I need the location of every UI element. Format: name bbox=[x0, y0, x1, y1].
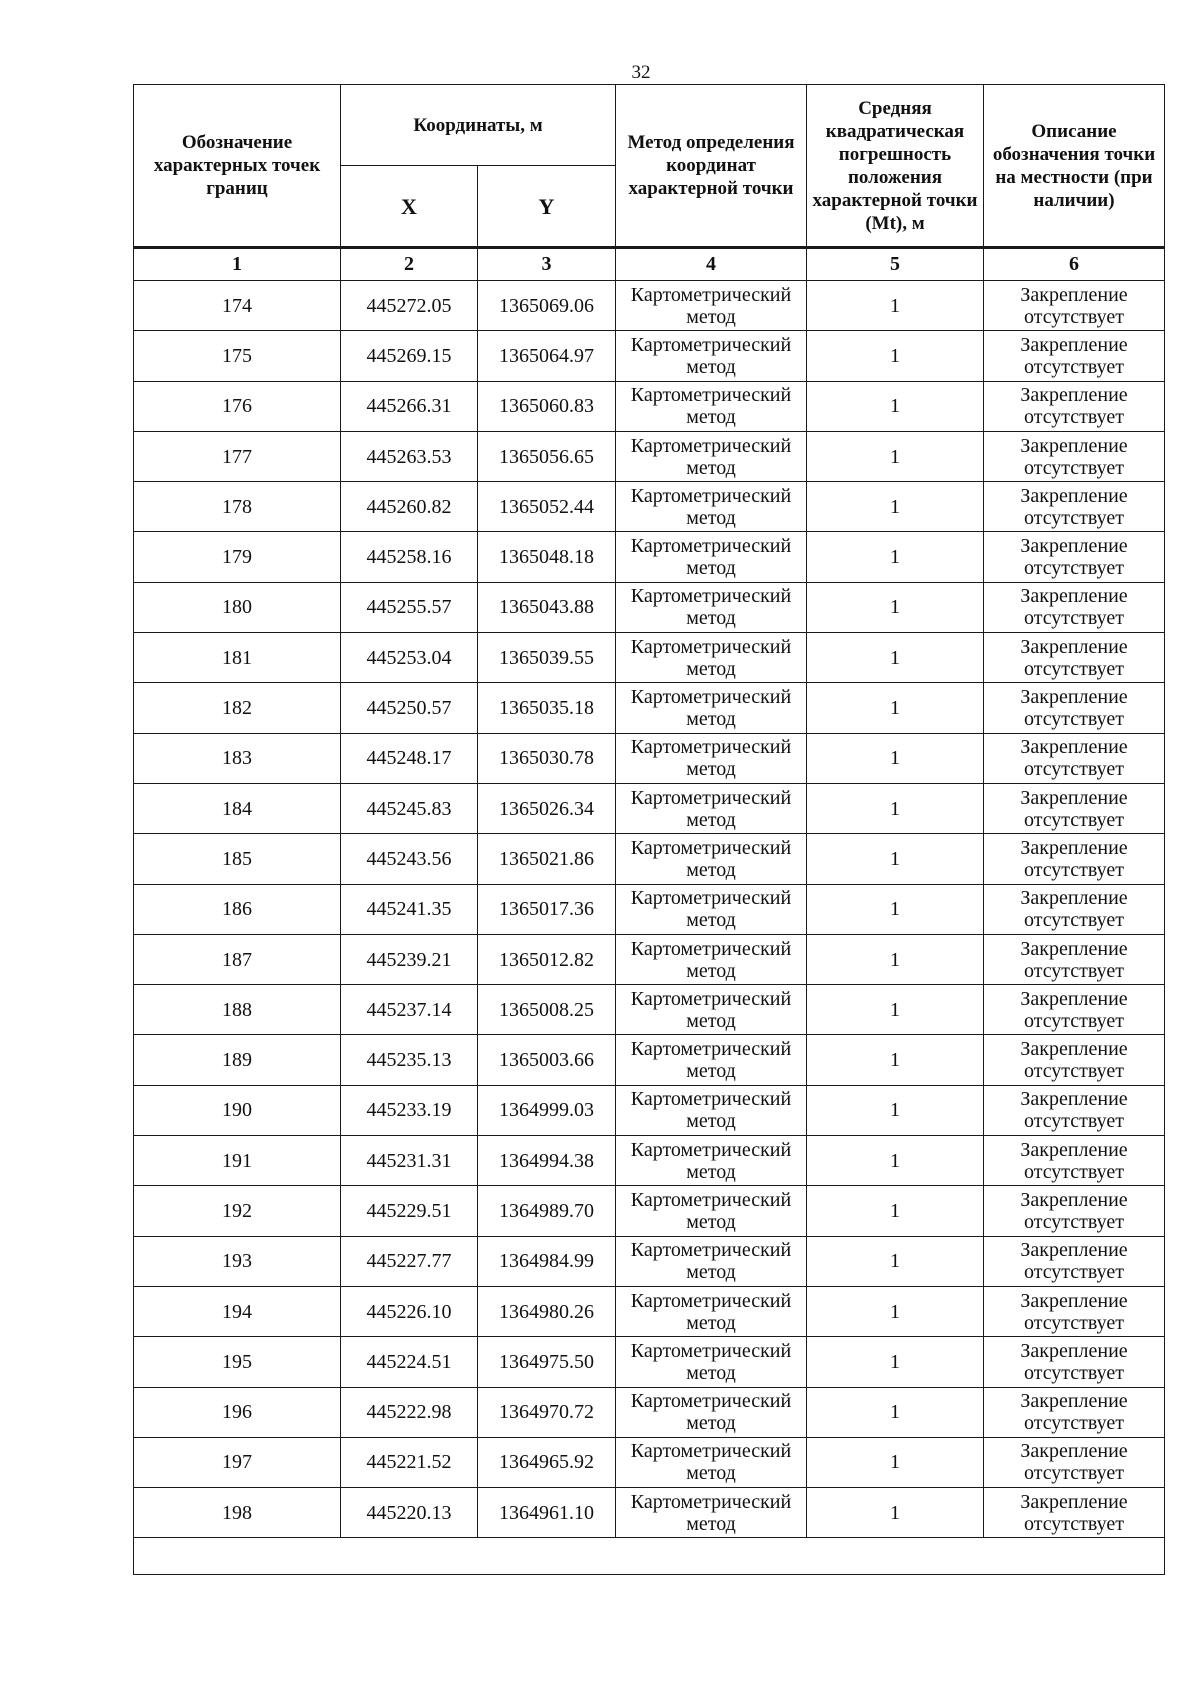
description-cell: Закрепление отсутствует bbox=[984, 1337, 1165, 1387]
table-row bbox=[134, 884, 1165, 934]
description-cell: Закрепление отсутствует bbox=[984, 1136, 1165, 1186]
mt-cell: 1 bbox=[807, 1337, 984, 1387]
point-cell: 178 bbox=[134, 482, 341, 532]
mt-cell: 1 bbox=[807, 834, 984, 884]
table-row bbox=[134, 281, 1165, 331]
header-coordinates: Координаты, м bbox=[341, 85, 616, 166]
mt-cell: 1 bbox=[807, 1387, 984, 1437]
empty-footer-row bbox=[134, 1538, 1165, 1575]
y-cell: 1365017.36 bbox=[478, 884, 616, 934]
y-cell: 1364965.92 bbox=[478, 1437, 616, 1487]
point-cell: 179 bbox=[134, 532, 341, 582]
empty-cell bbox=[134, 1538, 1165, 1575]
description-cell: Закрепление отсутствует bbox=[984, 431, 1165, 481]
description-cell: Закрепление отсутствует bbox=[984, 633, 1165, 683]
header-y: Y bbox=[478, 166, 616, 248]
point-cell: 197 bbox=[134, 1437, 341, 1487]
y-cell: 1365030.78 bbox=[478, 733, 616, 783]
table-row bbox=[134, 633, 1165, 683]
mt-cell: 1 bbox=[807, 582, 984, 632]
table-row bbox=[134, 1085, 1165, 1135]
x-cell: 445243.56 bbox=[341, 834, 478, 884]
point-cell: 183 bbox=[134, 733, 341, 783]
description-cell: Закрепление отсутствует bbox=[984, 985, 1165, 1035]
y-cell: 1365056.65 bbox=[478, 431, 616, 481]
point-cell: 194 bbox=[134, 1286, 341, 1336]
x-cell: 445266.31 bbox=[341, 381, 478, 431]
x-cell: 445224.51 bbox=[341, 1337, 478, 1387]
method-cell: Картометрический метод bbox=[616, 884, 807, 934]
header-point-designation: Обозначение характерных точек границ bbox=[134, 85, 341, 248]
y-cell: 1365021.86 bbox=[478, 834, 616, 884]
coordinates-table bbox=[133, 84, 1165, 1575]
point-cell: 175 bbox=[134, 331, 341, 381]
header-x: X bbox=[341, 166, 478, 248]
description-cell: Закрепление отсутствует bbox=[984, 532, 1165, 582]
x-cell: 445272.05 bbox=[341, 281, 478, 331]
table-row bbox=[134, 1136, 1165, 1186]
table-row bbox=[134, 683, 1165, 733]
header-method: Метод определения координат характерной точки bbox=[616, 85, 807, 248]
description-cell: Закрепление отсутствует bbox=[984, 733, 1165, 783]
point-cell: 180 bbox=[134, 582, 341, 632]
y-cell: 1364989.70 bbox=[478, 1186, 616, 1236]
mt-cell: 1 bbox=[807, 783, 984, 833]
table-row bbox=[134, 1488, 1165, 1538]
x-cell: 445221.52 bbox=[341, 1437, 478, 1487]
description-cell: Закрепление отсутствует bbox=[984, 281, 1165, 331]
x-cell: 445233.19 bbox=[341, 1085, 478, 1135]
x-cell: 445222.98 bbox=[341, 1387, 478, 1437]
mt-cell: 1 bbox=[807, 482, 984, 532]
method-cell: Картометрический метод bbox=[616, 532, 807, 582]
y-cell: 1364975.50 bbox=[478, 1337, 616, 1387]
method-cell: Картометрический метод bbox=[616, 1035, 807, 1085]
y-cell: 1364994.38 bbox=[478, 1136, 616, 1186]
x-cell: 445229.51 bbox=[341, 1186, 478, 1236]
x-cell: 445226.10 bbox=[341, 1286, 478, 1336]
point-cell: 191 bbox=[134, 1136, 341, 1186]
method-cell: Картометрический метод bbox=[616, 934, 807, 984]
x-cell: 445260.82 bbox=[341, 482, 478, 532]
y-cell: 1365060.83 bbox=[478, 381, 616, 431]
mt-cell: 1 bbox=[807, 683, 984, 733]
point-cell: 184 bbox=[134, 783, 341, 833]
column-number: 3 bbox=[478, 248, 616, 281]
table-row bbox=[134, 934, 1165, 984]
point-cell: 195 bbox=[134, 1337, 341, 1387]
point-cell: 190 bbox=[134, 1085, 341, 1135]
description-cell: Закрепление отсутствует bbox=[984, 1387, 1165, 1437]
point-cell: 176 bbox=[134, 381, 341, 431]
y-cell: 1365048.18 bbox=[478, 532, 616, 582]
mt-cell: 1 bbox=[807, 1488, 984, 1538]
method-cell: Картометрический метод bbox=[616, 683, 807, 733]
mt-cell: 1 bbox=[807, 331, 984, 381]
mt-cell: 1 bbox=[807, 431, 984, 481]
mt-cell: 1 bbox=[807, 1186, 984, 1236]
header-description: Описание обозначения точки на местности (при наличии) bbox=[984, 85, 1165, 248]
table-row bbox=[134, 482, 1165, 532]
description-cell: Закрепление отсутствует bbox=[984, 683, 1165, 733]
point-cell: 198 bbox=[134, 1488, 341, 1538]
mt-cell: 1 bbox=[807, 884, 984, 934]
mt-cell: 1 bbox=[807, 532, 984, 582]
mt-cell: 1 bbox=[807, 633, 984, 683]
method-cell: Картометрический метод bbox=[616, 331, 807, 381]
y-cell: 1364961.10 bbox=[478, 1488, 616, 1538]
table-row bbox=[134, 381, 1165, 431]
method-cell: Картометрический метод bbox=[616, 482, 807, 532]
point-cell: 186 bbox=[134, 884, 341, 934]
table-row bbox=[134, 783, 1165, 833]
x-cell: 445241.35 bbox=[341, 884, 478, 934]
table-row bbox=[134, 1236, 1165, 1286]
x-cell: 445235.13 bbox=[341, 1035, 478, 1085]
method-cell: Картометрический метод bbox=[616, 733, 807, 783]
method-cell: Картометрический метод bbox=[616, 1387, 807, 1437]
y-cell: 1364999.03 bbox=[478, 1085, 616, 1135]
method-cell: Картометрический метод bbox=[616, 1085, 807, 1135]
mt-cell: 1 bbox=[807, 1085, 984, 1135]
y-cell: 1365039.55 bbox=[478, 633, 616, 683]
table-row bbox=[134, 582, 1165, 632]
point-cell: 187 bbox=[134, 934, 341, 984]
x-cell: 445239.21 bbox=[341, 934, 478, 984]
table-row bbox=[134, 834, 1165, 884]
method-cell: Картометрический метод bbox=[616, 1136, 807, 1186]
table-row bbox=[134, 1035, 1165, 1085]
x-cell: 445245.83 bbox=[341, 783, 478, 833]
table-row bbox=[134, 1286, 1165, 1336]
y-cell: 1365008.25 bbox=[478, 985, 616, 1035]
point-cell: 193 bbox=[134, 1236, 341, 1286]
y-cell: 1365064.97 bbox=[478, 331, 616, 381]
method-cell: Картометрический метод bbox=[616, 1337, 807, 1387]
description-cell: Закрепление отсутствует bbox=[984, 582, 1165, 632]
method-cell: Картометрический метод bbox=[616, 1186, 807, 1236]
method-cell: Картометрический метод bbox=[616, 1236, 807, 1286]
table-row bbox=[134, 733, 1165, 783]
table-row bbox=[134, 1437, 1165, 1487]
mt-cell: 1 bbox=[807, 381, 984, 431]
y-cell: 1365069.06 bbox=[478, 281, 616, 331]
x-cell: 445263.53 bbox=[341, 431, 478, 481]
table-row bbox=[134, 1387, 1165, 1437]
x-cell: 445253.04 bbox=[341, 633, 478, 683]
table-row bbox=[134, 1186, 1165, 1236]
description-cell: Закрепление отсутствует bbox=[984, 331, 1165, 381]
method-cell: Картометрический метод bbox=[616, 783, 807, 833]
table-row bbox=[134, 431, 1165, 481]
description-cell: Закрепление отсутствует bbox=[984, 381, 1165, 431]
table-row bbox=[134, 1337, 1165, 1387]
method-cell: Картометрический метод bbox=[616, 985, 807, 1035]
table-body bbox=[134, 281, 1165, 1538]
column-number: 6 bbox=[984, 248, 1165, 281]
y-cell: 1365026.34 bbox=[478, 783, 616, 833]
method-cell: Картометрический метод bbox=[616, 381, 807, 431]
method-cell: Картометрический метод bbox=[616, 834, 807, 884]
description-cell: Закрепление отсутствует bbox=[984, 1488, 1165, 1538]
description-cell: Закрепление отсутствует bbox=[984, 934, 1165, 984]
x-cell: 445227.77 bbox=[341, 1236, 478, 1286]
description-cell: Закрепление отсутствует bbox=[984, 1035, 1165, 1085]
page-number: 32 bbox=[631, 62, 651, 83]
point-cell: 174 bbox=[134, 281, 341, 331]
y-cell: 1365035.18 bbox=[478, 683, 616, 733]
description-cell: Закрепление отсутствует bbox=[984, 1437, 1165, 1487]
table-row bbox=[134, 985, 1165, 1035]
table-row bbox=[134, 532, 1165, 582]
header-mean-square-error: Средняя квадратическая погрешность положения характерной точки (Mt), м bbox=[807, 85, 984, 248]
column-number: 5 bbox=[807, 248, 984, 281]
mt-cell: 1 bbox=[807, 985, 984, 1035]
column-number-row bbox=[134, 248, 1165, 281]
description-cell: Закрепление отсутствует bbox=[984, 783, 1165, 833]
method-cell: Картометрический метод bbox=[616, 633, 807, 683]
method-cell: Картометрический метод bbox=[616, 431, 807, 481]
description-cell: Закрепление отсутствует bbox=[984, 834, 1165, 884]
y-cell: 1365052.44 bbox=[478, 482, 616, 532]
x-cell: 445255.57 bbox=[341, 582, 478, 632]
description-cell: Закрепление отсутствует bbox=[984, 1085, 1165, 1135]
point-cell: 177 bbox=[134, 431, 341, 481]
column-number: 2 bbox=[341, 248, 478, 281]
method-cell: Картометрический метод bbox=[616, 1437, 807, 1487]
method-cell: Картометрический метод bbox=[616, 582, 807, 632]
table-row bbox=[134, 331, 1165, 381]
description-cell: Закрепление отсутствует bbox=[984, 1236, 1165, 1286]
y-cell: 1365003.66 bbox=[478, 1035, 616, 1085]
y-cell: 1365012.82 bbox=[478, 934, 616, 984]
mt-cell: 1 bbox=[807, 1236, 984, 1286]
description-cell: Закрепление отсутствует bbox=[984, 482, 1165, 532]
mt-cell: 1 bbox=[807, 934, 984, 984]
x-cell: 445258.16 bbox=[341, 532, 478, 582]
x-cell: 445237.14 bbox=[341, 985, 478, 1035]
point-cell: 196 bbox=[134, 1387, 341, 1437]
x-cell: 445269.15 bbox=[341, 331, 478, 381]
method-cell: Картометрический метод bbox=[616, 1286, 807, 1336]
x-cell: 445220.13 bbox=[341, 1488, 478, 1538]
point-cell: 188 bbox=[134, 985, 341, 1035]
point-cell: 181 bbox=[134, 633, 341, 683]
y-cell: 1364980.26 bbox=[478, 1286, 616, 1336]
y-cell: 1365043.88 bbox=[478, 582, 616, 632]
column-number: 4 bbox=[616, 248, 807, 281]
column-number: 1 bbox=[134, 248, 341, 281]
x-cell: 445231.31 bbox=[341, 1136, 478, 1186]
point-cell: 189 bbox=[134, 1035, 341, 1085]
mt-cell: 1 bbox=[807, 1437, 984, 1487]
description-cell: Закрепление отсутствует bbox=[984, 1186, 1165, 1236]
y-cell: 1364970.72 bbox=[478, 1387, 616, 1437]
mt-cell: 1 bbox=[807, 1035, 984, 1085]
method-cell: Картометрический метод bbox=[616, 1488, 807, 1538]
method-cell: Картометрический метод bbox=[616, 281, 807, 331]
point-cell: 185 bbox=[134, 834, 341, 884]
description-cell: Закрепление отсутствует bbox=[984, 1286, 1165, 1336]
mt-cell: 1 bbox=[807, 1136, 984, 1186]
mt-cell: 1 bbox=[807, 733, 984, 783]
x-cell: 445250.57 bbox=[341, 683, 478, 733]
description-cell: Закрепление отсутствует bbox=[984, 884, 1165, 934]
mt-cell: 1 bbox=[807, 281, 984, 331]
mt-cell: 1 bbox=[807, 1286, 984, 1336]
point-cell: 182 bbox=[134, 683, 341, 733]
x-cell: 445248.17 bbox=[341, 733, 478, 783]
point-cell: 192 bbox=[134, 1186, 341, 1236]
y-cell: 1364984.99 bbox=[478, 1236, 616, 1286]
